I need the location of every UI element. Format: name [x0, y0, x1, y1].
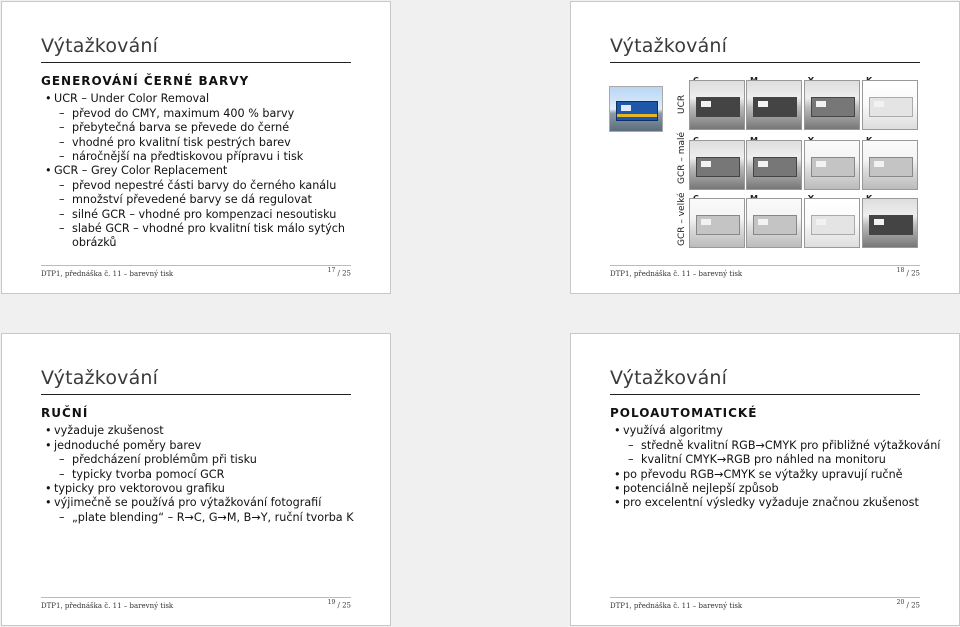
yellow-separation-gcr-large [804, 198, 860, 248]
slide-content [41, 406, 370, 525]
slide-title: Výtažkování [41, 367, 159, 389]
slide-footer [610, 597, 920, 613]
title-divider [41, 394, 351, 395]
slide-17 [1, 1, 391, 294]
bullet-item: • jednoduché poměry barev [45, 438, 202, 452]
title-divider [41, 62, 351, 63]
page-number: $^{19}$ / 25 [327, 599, 351, 610]
black-separation-gcr-small [862, 140, 918, 190]
title-divider [610, 394, 920, 395]
bullet-item: • GCR – Grey Color Replacement [45, 164, 228, 178]
sub-item: – slabé GCR – vhodné pro kvalitní tisk málo sytých [59, 222, 345, 236]
bullet-item: • UCR – Under Color Removal [45, 92, 210, 106]
footer-text: DTP1, přednáška č. 11 – barevný tisk [41, 602, 174, 610]
bullet-item: • pro excelentní výsledky vyžaduje značnou zkušenost [614, 496, 919, 510]
bullet-item: • vyžaduje zkušenost [45, 424, 164, 438]
bullet-item: • po převodu RGB→CMYK se výtažky upravují ručně [614, 467, 903, 481]
bullet-item: • typicky pro vektorovou grafiku [45, 482, 225, 496]
sub-item: – silné GCR – vhodné pro kompenzaci nesoutisku [59, 207, 337, 221]
cyan-separation-gcr-large [689, 198, 745, 248]
cyan-separation-gcr-small [689, 140, 745, 190]
yellow-separation-ucr [804, 80, 860, 130]
cyan-separation-ucr [689, 80, 745, 130]
sub-item: – náročnější na předtiskovou přípravu i tisk [59, 150, 304, 164]
row-label-ucr: UCR [677, 94, 687, 114]
row-label-gcr-large: GCR – velké [677, 192, 687, 246]
footer-text: DTP1, přednáška č. 11 – barevný tisk [41, 270, 174, 278]
slide-content [41, 74, 370, 251]
separation-comparison [609, 74, 951, 254]
footer-text: DTP1, přednáška č. 11 – barevný tisk [610, 602, 743, 610]
sub-item: – středně kvalitní RGB→CMYK pro přibližné výtažkování [628, 438, 941, 452]
title-divider [610, 62, 920, 63]
slide-18 [570, 1, 960, 294]
sub-item: – kvalitní CMYK→RGB pro náhled na monitoru [628, 453, 886, 467]
slide-footer [41, 265, 351, 281]
sub-item: – vhodné pro kvalitní tisk pestrých barev [59, 135, 291, 149]
sub-item-continuation: obrázků [72, 236, 117, 250]
magenta-separation-ucr [746, 80, 802, 130]
slide-19 [1, 333, 391, 626]
slide-title: Výtažkování [610, 35, 728, 57]
page-number: $^{20}$ / 25 [896, 599, 920, 610]
slide-content [610, 406, 939, 511]
page-number: $^{17}$ / 25 [327, 267, 351, 278]
slide-footer [41, 597, 351, 613]
sub-item: – „plate blending“ – R→C, G→M, B→Y, ruční tvorba K [59, 510, 354, 524]
section-heading: GENEROVÁNÍ ČERNÉ BARVY [41, 74, 250, 88]
section-heading: POLOAUTOMATICKÉ [610, 406, 758, 420]
slide-title: Výtažkování [41, 35, 159, 57]
bullet-item: • využívá algoritmy [614, 424, 723, 438]
magenta-separation-gcr-large [746, 198, 802, 248]
slide-20 [570, 333, 960, 626]
page-number: $^{18}$ / 25 [896, 267, 920, 278]
yellow-separation-gcr-small [804, 140, 860, 190]
black-separation-ucr [862, 80, 918, 130]
slide-footer [610, 265, 920, 281]
sub-item: – přebytečná barva se převede do černé [59, 121, 290, 135]
sub-item: – převod nepestré části barvy do černého kanálu [59, 178, 337, 192]
sub-item: – množství převedené barvy se dá regulovat [59, 193, 312, 207]
sub-item: – typicky tvorba pomocí GCR [59, 467, 225, 481]
sub-item: – předcházení problémům při tisku [59, 453, 257, 467]
sub-item: – převod do CMY, maximum 400 % barvy [59, 106, 295, 120]
slide-title: Výtažkování [610, 367, 728, 389]
row-label-gcr-small: GCR – malé [677, 131, 687, 184]
bullet-item: • výjimečně se používá pro výtažkování fotografií [45, 496, 322, 510]
magenta-separation-gcr-small [746, 140, 802, 190]
footer-text: DTP1, přednáška č. 11 – barevný tisk [610, 270, 743, 278]
black-separation-gcr-large [862, 198, 918, 248]
section-heading: RUČNÍ [41, 406, 89, 420]
bullet-item: • potenciálně nejlepší způsob [614, 482, 779, 496]
original-photo [609, 86, 663, 132]
